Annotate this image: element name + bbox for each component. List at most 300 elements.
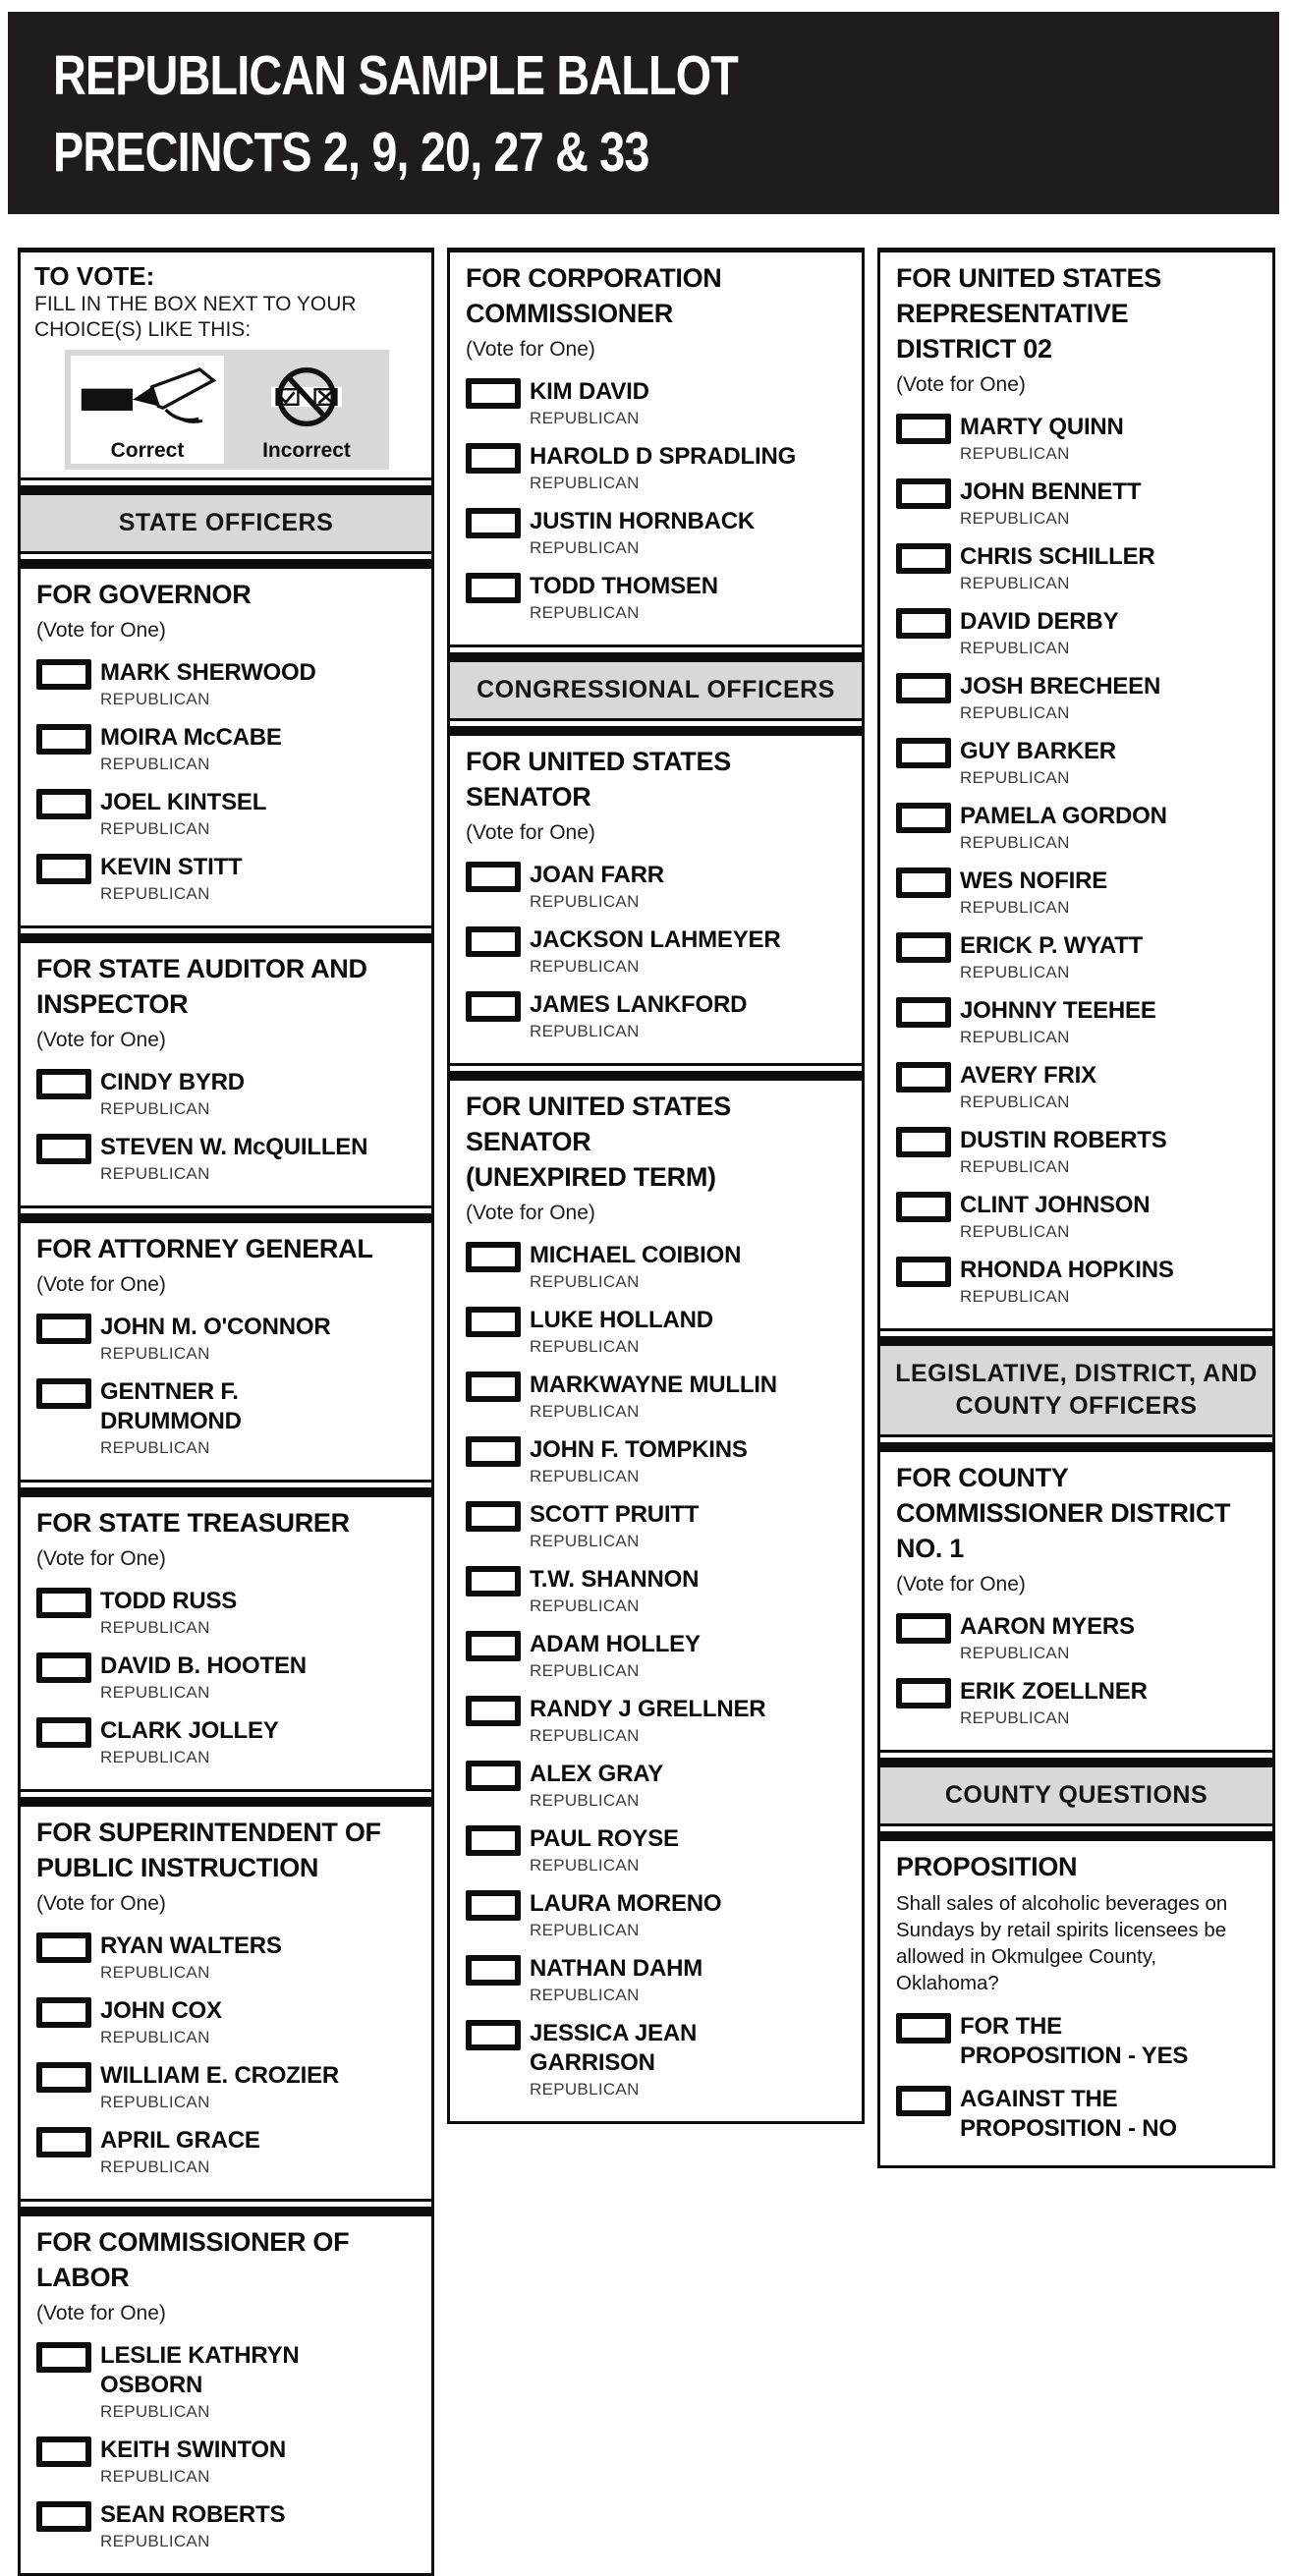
- candidate-row: [896, 1191, 1259, 1242]
- candidate-party-label: REPUBLICAN: [530, 1337, 640, 1356]
- candidate-party-label: REPUBLICAN: [960, 1287, 1070, 1306]
- candidate-name: NATHAN DAHM: [530, 1955, 702, 1982]
- ballot-checkbox[interactable]: [896, 478, 951, 509]
- candidate-row: [466, 861, 848, 912]
- candidate-text: [960, 672, 1160, 723]
- candidate-party-label: REPUBLICAN: [530, 1402, 640, 1421]
- candidate-name: GUY BARKER: [960, 738, 1116, 764]
- candidate-row: [36, 1996, 418, 2047]
- candidate-name: PROPOSITION - NO: [960, 2115, 1177, 2142]
- race-title: FOR STATE AUDITOR AND: [36, 954, 367, 983]
- candidate-text: [530, 442, 796, 493]
- ballot-checkbox[interactable]: [896, 1678, 951, 1708]
- ballot-title-line2: PRECINCTS 2, 9, 20, 27 & 33: [53, 121, 649, 184]
- candidate-party-label: REPUBLICAN: [100, 2157, 210, 2176]
- race-section: [21, 943, 431, 1205]
- candidate-party-label: REPUBLICAN: [530, 2080, 640, 2099]
- candidate-row: [896, 1061, 1259, 1112]
- candidate-row: [36, 658, 418, 709]
- candidate-name: JOSH BRECHEEN: [960, 673, 1161, 700]
- candidate-name: WILLIAM E. CROZIER: [100, 2062, 340, 2089]
- candidate-text: [960, 1612, 1135, 1663]
- candidate-name: AVERY FRIX: [960, 1062, 1096, 1089]
- correct-mark-panel: [71, 356, 224, 464]
- race-title: FOR COUNTY: [896, 1463, 1069, 1492]
- race-separator: [880, 1823, 1272, 1841]
- ballot-checkbox[interactable]: [896, 1062, 951, 1092]
- vote-for-one-note: (Vote for One): [466, 1202, 595, 1224]
- candidate-row: [36, 2436, 418, 2487]
- ballot-checkbox[interactable]: [466, 573, 521, 603]
- ballot-checkbox[interactable]: [466, 1890, 521, 1921]
- candidate-name: HAROLD D SPRADLING: [530, 443, 797, 470]
- race-separator: [21, 925, 431, 943]
- ballot-checkbox[interactable]: [896, 738, 951, 768]
- ballot-checkbox[interactable]: [36, 1314, 91, 1344]
- candidate-row: [466, 1889, 848, 1940]
- candidate-row: [36, 1313, 418, 1364]
- race-title: FOR ATTORNEY GENERAL: [36, 1234, 373, 1263]
- crossed-marks-icon: [230, 356, 383, 438]
- candidate-name: GARRISON: [530, 2049, 655, 2076]
- candidate-text: [530, 1241, 741, 1292]
- race-section: [21, 1223, 431, 1480]
- candidate-row: [466, 377, 848, 428]
- candidate-name: MICHAEL COIBION: [530, 1242, 742, 1268]
- separator-thin-rule: [880, 1823, 1272, 1826]
- candidate-text: [530, 1306, 713, 1357]
- candidate-party-label: REPUBLICAN: [530, 538, 640, 557]
- candidate-name: JOHNNY TEEHEE: [960, 997, 1156, 1024]
- candidate-row: [36, 853, 418, 904]
- candidate-text: [960, 542, 1155, 593]
- separator-thick-rule: [21, 485, 431, 495]
- race-section: [880, 1841, 1272, 2165]
- ballot-checkbox[interactable]: [466, 508, 521, 538]
- candidate-text: [100, 853, 242, 904]
- race-title: PROPOSITION: [896, 1852, 1078, 1881]
- candidate-row: [896, 1677, 1259, 1728]
- race-title: SENATOR: [466, 782, 591, 812]
- race-separator: [450, 718, 862, 736]
- ballot-checkbox[interactable]: [36, 1717, 91, 1748]
- candidate-text: [530, 990, 747, 1041]
- ballot-checkbox[interactable]: [36, 2436, 91, 2467]
- separator-thin-rule: [450, 1063, 862, 1066]
- separator-thick-rule: [21, 559, 431, 569]
- candidate-row: [896, 802, 1259, 853]
- candidate-party-label: REPUBLICAN: [100, 1963, 210, 1982]
- ballot-checkbox[interactable]: [466, 1631, 521, 1661]
- correct-label: Correct: [110, 439, 185, 462]
- race-section: [21, 1807, 431, 2199]
- separator-thick-rule: [21, 933, 431, 943]
- candidate-text: [100, 1587, 237, 1638]
- candidate-name: LUKE HOLLAND: [530, 1307, 713, 1333]
- candidate-row: [896, 737, 1259, 788]
- ballot-checkbox[interactable]: [36, 1932, 91, 1963]
- candidate-name: PAMELA GORDON: [960, 803, 1167, 829]
- proposition-question: Shall sales of alcoholic beverages on Sundays by retail spirits licensees be allowed in Okmulgee County, Oklahoma?: [896, 1892, 1228, 1994]
- race-separator: [21, 1480, 431, 1497]
- candidate-text: [960, 1061, 1096, 1112]
- candidate-party-label: REPUBLICAN: [530, 1791, 640, 1810]
- separator-thick-rule: [450, 1071, 862, 1081]
- candidate-name: STEVEN W. McQUILLEN: [100, 1134, 368, 1160]
- candidate-row: [466, 1695, 848, 1746]
- candidate-party-label: REPUBLICAN: [100, 1748, 210, 1766]
- candidate-name: RANDY J GRELLNER: [530, 1696, 766, 1722]
- ballot-checkbox[interactable]: [466, 443, 521, 474]
- ballot-checkbox[interactable]: [36, 1134, 91, 1164]
- candidate-row: [896, 2085, 1259, 2144]
- candidate-name: ALEX GRAY: [530, 1761, 664, 1787]
- candidate-text: [100, 723, 282, 774]
- separator-thin-rule: [21, 551, 431, 554]
- candidate-text: [100, 658, 316, 709]
- candidate-name: RYAN WALTERS: [100, 1932, 282, 1959]
- ballot-checkbox[interactable]: [36, 2501, 91, 2532]
- ballot-checkbox[interactable]: [896, 1257, 951, 1287]
- ballot-checkbox[interactable]: [466, 862, 521, 892]
- candidate-text: [530, 1760, 663, 1811]
- candidate-text: [100, 1377, 242, 1458]
- candidate-text: [100, 1932, 282, 1983]
- candidate-text: [100, 2126, 260, 2177]
- ballot-checkbox[interactable]: [36, 1652, 91, 1683]
- candidate-text: [100, 1133, 367, 1184]
- ballot-column-left: [18, 248, 434, 2576]
- race-separator: [880, 1328, 1272, 1346]
- candidate-name: CINDY BYRD: [100, 1069, 245, 1095]
- candidate-row: [36, 2126, 418, 2177]
- candidate-text: [530, 1500, 699, 1551]
- candidate-name: DAVID B. HOOTEN: [100, 1652, 307, 1679]
- race-separator: [880, 1434, 1272, 1452]
- candidate-name: DRUMMOND: [100, 1408, 242, 1434]
- separator-thick-rule: [880, 1336, 1272, 1346]
- candidate-party-label: REPUBLICAN: [100, 1618, 210, 1637]
- candidate-text: [530, 925, 781, 977]
- race-section: [880, 252, 1272, 1328]
- candidate-text: [960, 1191, 1150, 1242]
- separator-thick-rule: [21, 1487, 431, 1497]
- candidate-party-label: REPUBLICAN: [960, 509, 1070, 528]
- ballot-checkbox[interactable]: [466, 1761, 521, 1791]
- candidate-party-label: REPUBLICAN: [530, 1661, 640, 1680]
- race-section: [450, 252, 862, 644]
- ballot-checkbox[interactable]: [896, 997, 951, 1028]
- candidate-text: [100, 2436, 286, 2487]
- candidate-text: [530, 572, 718, 623]
- separator-thin-rule: [450, 718, 862, 721]
- section-header-bar: [21, 495, 431, 551]
- ballot-checkbox[interactable]: [466, 926, 521, 957]
- candidate-row: [466, 1760, 848, 1811]
- ballot-checkbox[interactable]: [466, 2020, 521, 2050]
- separator-thick-rule: [880, 1758, 1272, 1767]
- candidate-party-label: REPUBLICAN: [960, 639, 1070, 657]
- candidate-row: [466, 925, 848, 977]
- ballot-checkbox[interactable]: [466, 1696, 521, 1726]
- ballot-checkbox[interactable]: [896, 608, 951, 639]
- instructions-body-line1: FILL IN THE BOX NEXT TO YOUR: [34, 293, 357, 315]
- candidate-row: [896, 1126, 1259, 1177]
- candidate-party-label: REPUBLICAN: [100, 2467, 210, 2486]
- candidate-name: LAURA MORENO: [530, 1890, 722, 1917]
- candidate-party-label: REPUBLICAN: [530, 957, 640, 976]
- race-separator: [21, 1205, 431, 1223]
- race-title: FOR STATE TREASURER: [36, 1508, 350, 1538]
- candidate-row: [466, 1435, 848, 1486]
- race-title: INSPECTOR: [36, 989, 189, 1019]
- separator-thick-rule: [21, 1213, 431, 1223]
- candidate-row: [36, 1068, 418, 1119]
- separator-thin-rule: [880, 1434, 1272, 1437]
- candidate-name: AGAINST THE: [960, 2086, 1118, 2112]
- ballot-checkbox[interactable]: [36, 1069, 91, 1099]
- candidate-row: [36, 1133, 418, 1184]
- candidate-name: CHRIS SCHILLER: [960, 543, 1155, 570]
- candidate-name: OSBORN: [100, 2372, 203, 2398]
- candidate-name: JOHN M. O'CONNOR: [100, 1314, 331, 1340]
- candidate-party-label: REPUBLICAN: [960, 1028, 1070, 1046]
- section-header-label: LEGISLATIVE, DISTRICT, AND: [895, 1360, 1258, 1387]
- candidate-text: [960, 2012, 1188, 2071]
- filled-box-pen-icon: [71, 356, 224, 438]
- race-title: SENATOR: [466, 1127, 591, 1156]
- candidate-name: KIM DAVID: [530, 378, 649, 405]
- separator-thin-rule: [21, 2199, 431, 2202]
- ballot-checkbox[interactable]: [896, 1127, 951, 1157]
- candidate-party-label: REPUBLICAN: [100, 1099, 210, 1118]
- candidate-row: [896, 607, 1259, 658]
- candidate-row: [466, 1306, 848, 1357]
- candidate-text: [530, 1630, 701, 1681]
- ballot-checkbox[interactable]: [466, 1436, 521, 1467]
- candidate-name: JESSICA JEAN: [530, 2020, 698, 2046]
- separator-thin-rule: [21, 1480, 431, 1483]
- candidate-text: [960, 867, 1107, 918]
- candidate-party-label: REPUBLICAN: [530, 1467, 640, 1485]
- ballot-checkbox[interactable]: [466, 1307, 521, 1337]
- candidate-row: [896, 931, 1259, 982]
- candidate-name: ERICK P. WYATT: [960, 932, 1144, 959]
- candidate-text: [960, 802, 1167, 853]
- ballot-checkbox[interactable]: [896, 2013, 951, 2044]
- candidate-row: [36, 1932, 418, 1983]
- ballot-column-middle: [447, 248, 865, 2124]
- vote-for-one-note: (Vote for One): [36, 619, 166, 642]
- ballot-checkbox[interactable]: [36, 1997, 91, 2028]
- candidate-text: [100, 1716, 279, 1767]
- candidate-party-label: REPUBLICAN: [530, 1272, 640, 1291]
- candidate-name: GENTNER F.: [100, 1378, 239, 1405]
- candidate-text: [530, 1565, 699, 1616]
- candidate-party-label: REPUBLICAN: [530, 1986, 640, 2004]
- instructions-body-line2: CHOICE(S) LIKE THIS:: [34, 318, 252, 341]
- ballot-checkbox[interactable]: [896, 868, 951, 898]
- candidate-row: [36, 2500, 418, 2551]
- candidate-party-label: REPUBLICAN: [100, 690, 210, 708]
- candidate-party-label: REPUBLICAN: [960, 1092, 1070, 1111]
- race-separator: [21, 551, 431, 569]
- race-section: [880, 1452, 1272, 1750]
- ballot-checkbox[interactable]: [896, 1192, 951, 1222]
- race-separator: [21, 1789, 431, 1807]
- candidate-name: JUSTIN HORNBACK: [530, 508, 756, 534]
- candidate-text: [530, 1824, 679, 1876]
- separator-thin-rule: [21, 1789, 431, 1792]
- candidate-party-label: REPUBLICAN: [100, 1683, 210, 1702]
- ballot-checkbox[interactable]: [466, 991, 521, 1022]
- section-header-label: STATE OFFICERS: [118, 509, 334, 536]
- candidate-text: [530, 507, 755, 558]
- candidate-name: ERIK ZOELLNER: [960, 1678, 1148, 1705]
- candidate-name: CLARK JOLLEY: [100, 1717, 279, 1744]
- race-section: [450, 736, 862, 1063]
- candidate-name: JOEL KINTSEL: [100, 789, 267, 815]
- ballot-checkbox[interactable]: [896, 803, 951, 833]
- candidate-party-label: REPUBLICAN: [530, 1022, 640, 1040]
- ballot-checkbox[interactable]: [36, 1378, 91, 1409]
- candidate-party-label: REPUBLICAN: [530, 474, 640, 492]
- candidate-name: TODD THOMSEN: [530, 573, 718, 599]
- candidate-name: SEAN ROBERTS: [100, 2501, 286, 2528]
- ballot-column-right: [877, 248, 1275, 2168]
- candidate-text: [530, 861, 664, 912]
- candidate-party-label: REPUBLICAN: [530, 1726, 640, 1745]
- candidate-party-label: REPUBLICAN: [960, 1644, 1070, 1662]
- candidate-name: RHONDA HOPKINS: [960, 1257, 1174, 1283]
- candidate-row: [36, 1587, 418, 1638]
- candidate-name: JOHN COX: [100, 1997, 222, 2024]
- candidate-row: [466, 1565, 848, 1616]
- ballot-title-line1: REPUBLICAN SAMPLE BALLOT: [53, 44, 738, 107]
- ballot-checkbox[interactable]: [36, 2127, 91, 2157]
- candidate-party-label: REPUBLICAN: [530, 892, 640, 911]
- ballot-checkbox[interactable]: [36, 1588, 91, 1618]
- candidate-name: JAMES LANKFORD: [530, 991, 748, 1018]
- candidate-row: [36, 1716, 418, 1767]
- race-title: FOR COMMISSIONER OF: [36, 2227, 350, 2257]
- vote-for-one-note: (Vote for One): [36, 2302, 166, 2324]
- separator-thick-rule: [450, 726, 862, 736]
- candidate-text: [530, 2019, 697, 2100]
- ballot-checkbox[interactable]: [466, 1242, 521, 1272]
- candidate-row: [896, 867, 1259, 918]
- candidate-text: [960, 996, 1156, 1047]
- candidate-row: [896, 2012, 1259, 2071]
- candidate-party-label: REPUBLICAN: [960, 1157, 1070, 1176]
- candidate-party-label: REPUBLICAN: [100, 884, 210, 903]
- ballot-title-banner: [8, 12, 1279, 214]
- candidate-name: KEITH SWINTON: [100, 2436, 286, 2463]
- ballot-checkbox[interactable]: [36, 2342, 91, 2373]
- ballot-checkbox[interactable]: [896, 543, 951, 574]
- candidate-party-label: REPUBLICAN: [530, 603, 640, 622]
- candidate-text: [100, 1652, 307, 1703]
- candidate-row: [466, 1371, 848, 1422]
- candidate-row: [896, 413, 1259, 464]
- candidate-party-label: REPUBLICAN: [100, 2028, 210, 2046]
- ballot-checkbox[interactable]: [36, 789, 91, 819]
- candidate-text: [960, 607, 1118, 658]
- ballot-checkbox[interactable]: [466, 1955, 521, 1986]
- race-section: [21, 1497, 431, 1789]
- ballot-checkbox[interactable]: [466, 1566, 521, 1596]
- candidate-text: [530, 377, 649, 428]
- candidate-row: [36, 1377, 418, 1458]
- ballot-checkbox[interactable]: [36, 659, 91, 690]
- section-header-bar: [450, 662, 862, 718]
- race-separator: [21, 477, 431, 495]
- ballot-checkbox[interactable]: [896, 2086, 951, 2116]
- ballot-checkbox[interactable]: [36, 2062, 91, 2093]
- ballot-checkbox[interactable]: [466, 1825, 521, 1856]
- ballot-checkbox[interactable]: [466, 1501, 521, 1532]
- section-header-label: COUNTY OFFICERS: [955, 1392, 1198, 1420]
- candidate-row: [36, 723, 418, 774]
- ballot-checkbox[interactable]: [896, 932, 951, 963]
- candidate-party-label: REPUBLICAN: [100, 755, 210, 773]
- candidate-name: JOHN BENNETT: [960, 478, 1142, 505]
- race-title: NO. 1: [896, 1534, 965, 1563]
- candidate-row: [466, 1824, 848, 1876]
- separator-thin-rule: [880, 1328, 1272, 1331]
- candidate-text: [960, 1256, 1174, 1307]
- candidate-text: [530, 1435, 748, 1486]
- candidate-name: MARK SHERWOOD: [100, 659, 316, 686]
- separator-thin-rule: [21, 1205, 431, 1208]
- candidate-name: T.W. SHANNON: [530, 1566, 700, 1593]
- candidate-party-label: REPUBLICAN: [100, 1164, 210, 1183]
- candidate-name: DAVID DERBY: [960, 608, 1119, 635]
- candidate-name: TODD RUSS: [100, 1588, 238, 1614]
- candidate-name: ADAM HOLLEY: [530, 1631, 701, 1657]
- ballot-checkbox[interactable]: [896, 414, 951, 444]
- candidate-text: [530, 1371, 777, 1422]
- vote-for-one-note: (Vote for One): [36, 1029, 166, 1051]
- candidate-party-label: REPUBLICAN: [530, 1856, 640, 1875]
- candidate-party-label: REPUBLICAN: [100, 1344, 210, 1363]
- separator-thick-rule: [450, 652, 862, 662]
- vote-for-one-note: (Vote for One): [896, 1573, 1026, 1596]
- ballot-checkbox[interactable]: [896, 673, 951, 703]
- candidate-name: CLINT JOHNSON: [960, 1192, 1151, 1218]
- candidate-text: [100, 788, 266, 839]
- candidate-party-label: REPUBLICAN: [530, 1921, 640, 1939]
- ballot-checkbox[interactable]: [466, 1372, 521, 1402]
- candidate-party-label: REPUBLICAN: [100, 1438, 210, 1457]
- candidate-party-label: REPUBLICAN: [530, 409, 640, 427]
- ballot-checkbox[interactable]: [466, 378, 521, 409]
- candidate-party-label: REPUBLICAN: [530, 1532, 640, 1550]
- race-separator: [880, 1750, 1272, 1767]
- candidate-row: [466, 1241, 848, 1292]
- ballot-checkbox[interactable]: [36, 854, 91, 884]
- candidate-row: [466, 1500, 848, 1551]
- ballot-checkbox[interactable]: [36, 724, 91, 755]
- vote-for-one-note: (Vote for One): [36, 1892, 166, 1915]
- candidate-row: [36, 788, 418, 839]
- ballot-checkbox[interactable]: [896, 1613, 951, 1644]
- incorrect-mark-panel: [230, 356, 383, 464]
- race-title: FOR GOVERNOR: [36, 580, 252, 609]
- candidate-row: [896, 1256, 1259, 1307]
- section-header-bar: [880, 1346, 1272, 1434]
- candidate-row: [36, 2341, 418, 2422]
